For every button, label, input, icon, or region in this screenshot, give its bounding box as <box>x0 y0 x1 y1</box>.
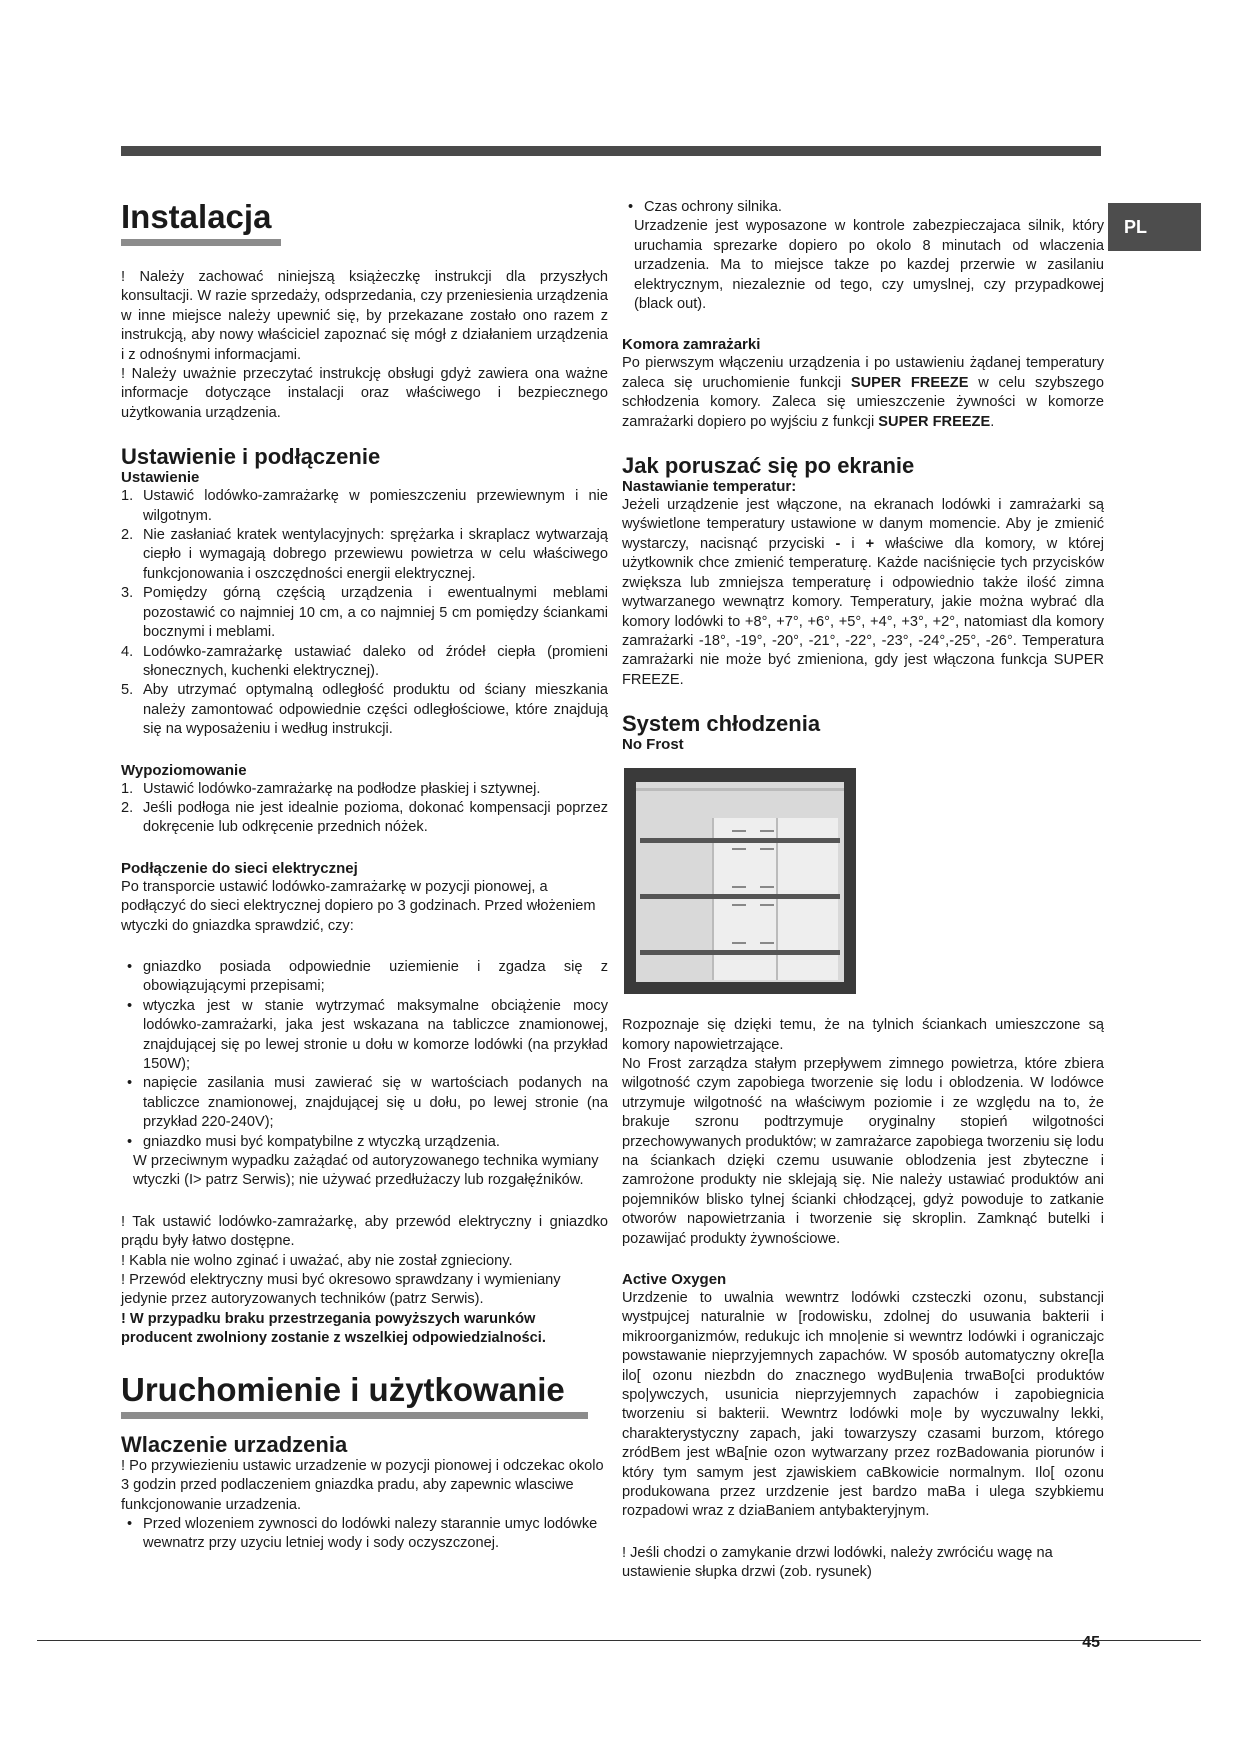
freezer-text: Po pierwszym włączeniu urządzenia i po ustawieniu żądanej temperatury zaleca się uruchomienie funkcji SUPER FREEZE w celu szybszego schłodzenia komory. Zaleca się umieszczenie żywności w komorze zamrażarki dopiero po wyjściu z funkcji SUPER FREEZE. <box>622 355 1104 430</box>
motor-list <box>622 198 1104 217</box>
cooling-subheading: No Frost <box>622 736 684 754</box>
list-item: • napięcie zasilania musi zawierać się w wartościach podanych na tabliczce znamionowej, znajdującej się u dołu, po lewej stronie (na przykład 220-240V); <box>127 1075 608 1131</box>
freezer-heading: Komora zamrażarki <box>622 336 761 354</box>
warning-3: ! Przewód elektryczny musi być okresowo sprawdzany i wymieniany jedynie przez autoryzowanych techników (patrz Serwis). <box>121 1272 561 1308</box>
bottom-rule <box>37 1640 1201 1641</box>
list-item: • gniazdko posiada odpowiednie uziemienie i zgadza się z obowiązującymi przepisami; <box>127 958 608 995</box>
language-tab: PL <box>1108 203 1201 251</box>
list-item: 5. Aby utrzymać optymalną odległość produktu od ściany mieszkania należy zamontować odpowiednie części odległościowe, które znajdują się na wyposażeniu i według instrukcji. <box>121 682 608 738</box>
right-column <box>622 198 1104 1583</box>
liability-warning: ! W przypadku braku przestrzegania powyższych warunków producent zwolniony zostanie z wszelkiej odpowiedzialności. <box>121 1310 546 1347</box>
left-column <box>121 198 608 1554</box>
list-item: 1. Ustawić lodówko-zamrażarkę w pomieszczeniu przewiewnym i nie wilgotnym. <box>121 488 608 524</box>
list-item: 3. Pomiędzy górną częścią urządzenia i ewentualnymi meblami pozostawić co najmniej 10 cm, a co najmniej 5 cm pomiędzy ściankami bocznymi i meblami. <box>121 585 608 641</box>
list-item: 1. Ustawić lodówko-zamrażarkę na podłodze płaskiej i sztywnej. <box>121 780 541 797</box>
top-rule <box>121 146 1101 156</box>
list-item: • gniazdko musi być kompatybilne z wtyczką urządzenia. <box>127 1133 500 1150</box>
section-title-instalacja: Instalacja <box>121 198 281 246</box>
power-checklist <box>121 958 608 1152</box>
nofrost-text-1: Rozpoznaje się dzięki temu, że na tylnich ściankach umieszczone są komory napowietrzające. <box>622 1017 1104 1053</box>
screen-subheading: Nastawianie temperatur: <box>622 478 797 496</box>
setup-subheading: Ustawienie <box>121 469 200 487</box>
leveling-list <box>121 780 608 838</box>
list-item: • Przed wlozeniem zywnosci do lodówki nalezy starannie umyc lodówke wewnatrz przy uzyciu letniej wody i sody oczyszczonej. <box>127 1515 598 1552</box>
intro-paragraph-2: ! Należy uważnie przeczytać instrukcję obsługi gdyż zawiera ona ważne informacje dotyczące instalacji oraz właściwego i bezpiecznego użytkowania urządzenia. <box>121 366 608 421</box>
section-title-uruchomienie: Uruchomienie i użytkowanie <box>121 1371 588 1419</box>
power-intro: Po transporcie ustawić lodówko-zamrażarkę w pozycji pionowej, a podłączyć do sieci elektrycznej dopiero po 3 godzinach. Przed włożeniem wtyczki do gniazdka sprawdzić, czy: <box>121 878 596 934</box>
intro-paragraph-1: ! Należy zachować niniejszą książeczkę instrukcji dla przyszłych konsultacji. W razie sprzedaży, odsprzedania, czy przeniesienia urządzenia w inne miejsce należy upewnić się, by przekazane zostało ono razem z instrukcją, aby nowy właściciel zapoznać się mógł z działaniem urządzenia i z odnośnymi informacjami. <box>121 269 608 363</box>
screen-text: Jeżeli urządzenie jest włączone, na ekranach lodówki i zamrażarki są wyświetlone temperatury ustawione w danym momencie. Aby je zmienić wystarczy, nacisnąć przyciski - i + właściwe dla komory, w której użytkownik chce zmienić temperaturę. Każde naciśnięcie tych przycisków zwiększa lub zmniejsza temperaturę i odpowiednio także ilość zimna wytwarzanego wewnątrz komory. Temperatury, jakie można wybrać dla komory lodówki to +8°, +7°, +6°, +5°, +4°, +3°, +2°, natomiast dla komory zamrażarki -18°, -19°, -20°, -21°, -22°, -23°, -24°,-25°, -26°. Temperatura zamrażarki nie może być zmieniona, gdy jest włączona funkcja SUPER FREEZE. <box>622 497 1104 688</box>
motor-text: Urzadzenie jest wyposazone w kontrole zabezpieczajaca silnik, który uruchamia sprezarke dopiero po okolo 8 minutach od wlaczenia urzadzenia. Ma to miejsce takze po kazdej przerwie w zasilaniu elektrycznym, niezaleznie od tego, czy umyslnej, czy przypadkowej (black out). <box>634 218 1104 313</box>
warning-2: ! Kabla nie wolno zginać i uważać, aby nie został zgnieciony. <box>121 1252 513 1269</box>
setup-heading: Ustawienie i podłączenie <box>121 444 381 470</box>
fridge-interior-illustration <box>624 768 856 994</box>
list-item: • Czas ochrony silnika. <box>628 199 782 215</box>
oxygen-heading: Active Oxygen <box>622 1271 727 1288</box>
oxygen-text: Urzdzenie to uwalnia wewntrz lodówki czsteczki ozonu, substancji wystpujcej naturalnie w [rodowisku, zdolnej do usuwania bakterii i mikroorganizmów, redukujc ich mno|enie si wewntrz lodówki i ograniczajc powstawanie nieprzyjemnych zapachów. W sposób automatyczny okre[la ilo[ ozonu niezbdn do znacznego wydBu|enia trwaBo[ci produktów spo|ywczych, usunicia nieprzyjemnych zapachów i zapobiegnicia tworzeniu si bakterii. Wewntrz lodówki mo|e by wyczuwalny lekki, charakterystyczny zapach, jaki towarzyszy czasami burzom, którego zródBem jest wBa[nie ozon wytwarzany przez rozBadowania piorunów i który tym samym jest zjawiskiem caBkowicie normalnym. Ilo[ ozonu produkowana przez urzdzenie jest bardzo maBa i ulega szybkiemu rozpadowi wraz z dziaBaniem antybakteryjnym. <box>622 1290 1104 1520</box>
power-otherwise: W przeciwnym wypadku zażądać od autoryzowanego technika wymiany wtyczki (I> patrz Serwis); nie używać przedłużaczy lub rozgałęźników. <box>133 1153 599 1189</box>
power-heading: Podłączenie do sieci elektrycznej <box>121 859 358 877</box>
setup-list <box>121 487 608 739</box>
list-item: 4. Lodówko-zamrażarkę ustawiać daleko od źródeł ciepła (promieni słonecznych, kuchenki elektrycznej). <box>121 643 608 679</box>
startup-text: ! Po przywiezieniu ustawic urzadzenie w pozycji pionowej i odczekac okolo 3 godzin przed podlaczeniem gniazdka pradu, aby zapewnic wlasciwe funkcjonowanie urzadzenia. <box>121 1457 604 1513</box>
leveling-heading: Wypoziomowanie <box>121 761 247 779</box>
cooling-heading: System chłodzenia <box>622 711 821 737</box>
list-item: 2. Jeśli podłoga nie jest idealnie pozioma, dokonać kompensacji poprzez dokręcenie lub odkręcenie przednich nóżek. <box>121 799 608 836</box>
page-number: 45 <box>1082 1634 1100 1651</box>
door-note: ! Jeśli chodzi o zamykanie drzwi lodówki, należy zwróciću wagę na ustawienie słupka drzwi (zob. rysunek) <box>622 1544 1053 1581</box>
startup-heading: Wlaczenie urzadzenia <box>121 1431 348 1457</box>
list-item: • wtyczka jest w stanie wytrzymać maksymalne obciążenie mocy lodówko-zamrażarki, jaka jest wskazana na tabliczce znamionowej, znajdującej się po lewej stronie u dołu w komorze lodówki (na przykład 150W); <box>127 997 608 1072</box>
screen-heading: Jak poruszać się po ekranie <box>622 453 915 479</box>
warning-1: ! Tak ustawić lodówko-zamrażarkę, aby przewód elektryczny i gniazdko prądu były łatwo dostępne. <box>121 1213 608 1250</box>
nofrost-text-2: No Frost zarządza stałym przepływem zimnego powietrza, które zbiera wilgotność czym zapobiega tworzenie się lodu i oblodzenia. W lodówce utrzymuje wilgotność na właściwym poziomie i ze względu na to, że brakuje szronu podtrzymuje oryginalny stopień wilgotności przechowywanych produktów; w zamrażarce zapobiega tworzeniu się lodu na ściankach dzięki czemu usuwanie oblodzenia jest zbyteczne i zamrożone produkty nie sklejają się. Nie należy ustawiać produktów ani pojemników blisko tylnej ścianki chłodzącej, gdyż powoduje to zatkanie otworów napowietrzania i tworzenie się skroplin. Zamknąć butelki i pozawijać produkty żywnościowe. <box>622 1055 1104 1247</box>
startup-list <box>121 1515 608 1554</box>
list-item: 2. Nie zasłaniać kratek wentylacyjnych: sprężarka i skraplacz wytwarzają ciepło i wymagają dobrego przewiewu powietrza w celu właściwego funkcjonowania i oszczędności energii elektrycznej. <box>121 527 608 582</box>
